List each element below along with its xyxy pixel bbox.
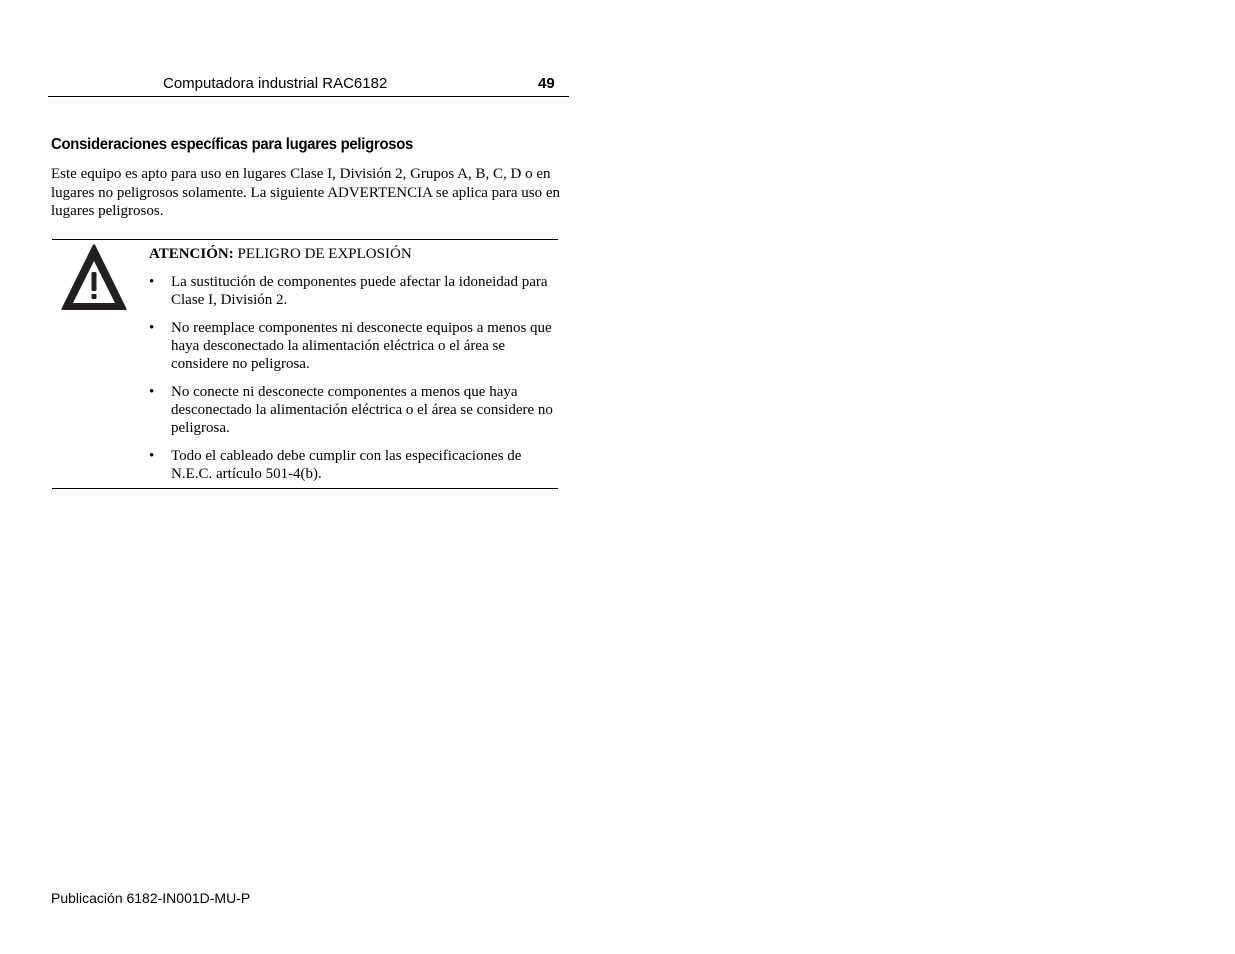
list-item-text: No conecte ni desconecte componentes a menos que haya desconectado la alimentación eléctrica o el área se considere no peligrosa. xyxy=(171,384,553,436)
list-item xyxy=(149,319,554,373)
header-divider xyxy=(48,96,569,97)
page-number: 49 xyxy=(538,75,555,92)
warning-title xyxy=(149,245,412,263)
warning-label: ATENCIÓN: xyxy=(149,246,234,262)
bullet-icon: • xyxy=(149,274,155,290)
list-item xyxy=(149,383,554,437)
section-heading: Consideraciones específicas para lugares peligrosos xyxy=(51,136,414,153)
header-title: Computadora industrial RAC6182 xyxy=(163,75,388,92)
warning-triangle-icon xyxy=(61,244,127,310)
bullet-icon: • xyxy=(149,448,155,464)
bullet-icon: • xyxy=(149,384,155,400)
list-item-text: La sustitución de componentes puede afectar la idoneidad para Clase I, División 2. xyxy=(171,274,548,308)
list-item xyxy=(149,447,554,483)
warning-box xyxy=(52,239,558,489)
list-item-text: Todo el cableado debe cumplir con las especificaciones de N.E.C. artículo 501-4(b). xyxy=(171,448,522,482)
warning-list xyxy=(149,273,554,493)
bullet-icon: • xyxy=(149,320,155,336)
list-item-text: No reemplace componentes ni desconecte equipos a menos que haya desconectado la alimentación eléctrica o el área se considere no peligrosa. xyxy=(171,320,552,372)
warning-title-text: PELIGRO DE EXPLOSIÓN xyxy=(237,246,412,262)
publication-footer: Publicación 6182-IN001D-MU-P xyxy=(51,890,251,906)
intro-paragraph: Este equipo es apto para uso en lugares Clase I, División 2, Grupos A, B, C, D o en lugares no peligrosos solamente. La siguiente ADVERTENCIA se aplica para uso en lugares peligrosos. xyxy=(51,166,560,219)
list-item xyxy=(149,273,554,309)
